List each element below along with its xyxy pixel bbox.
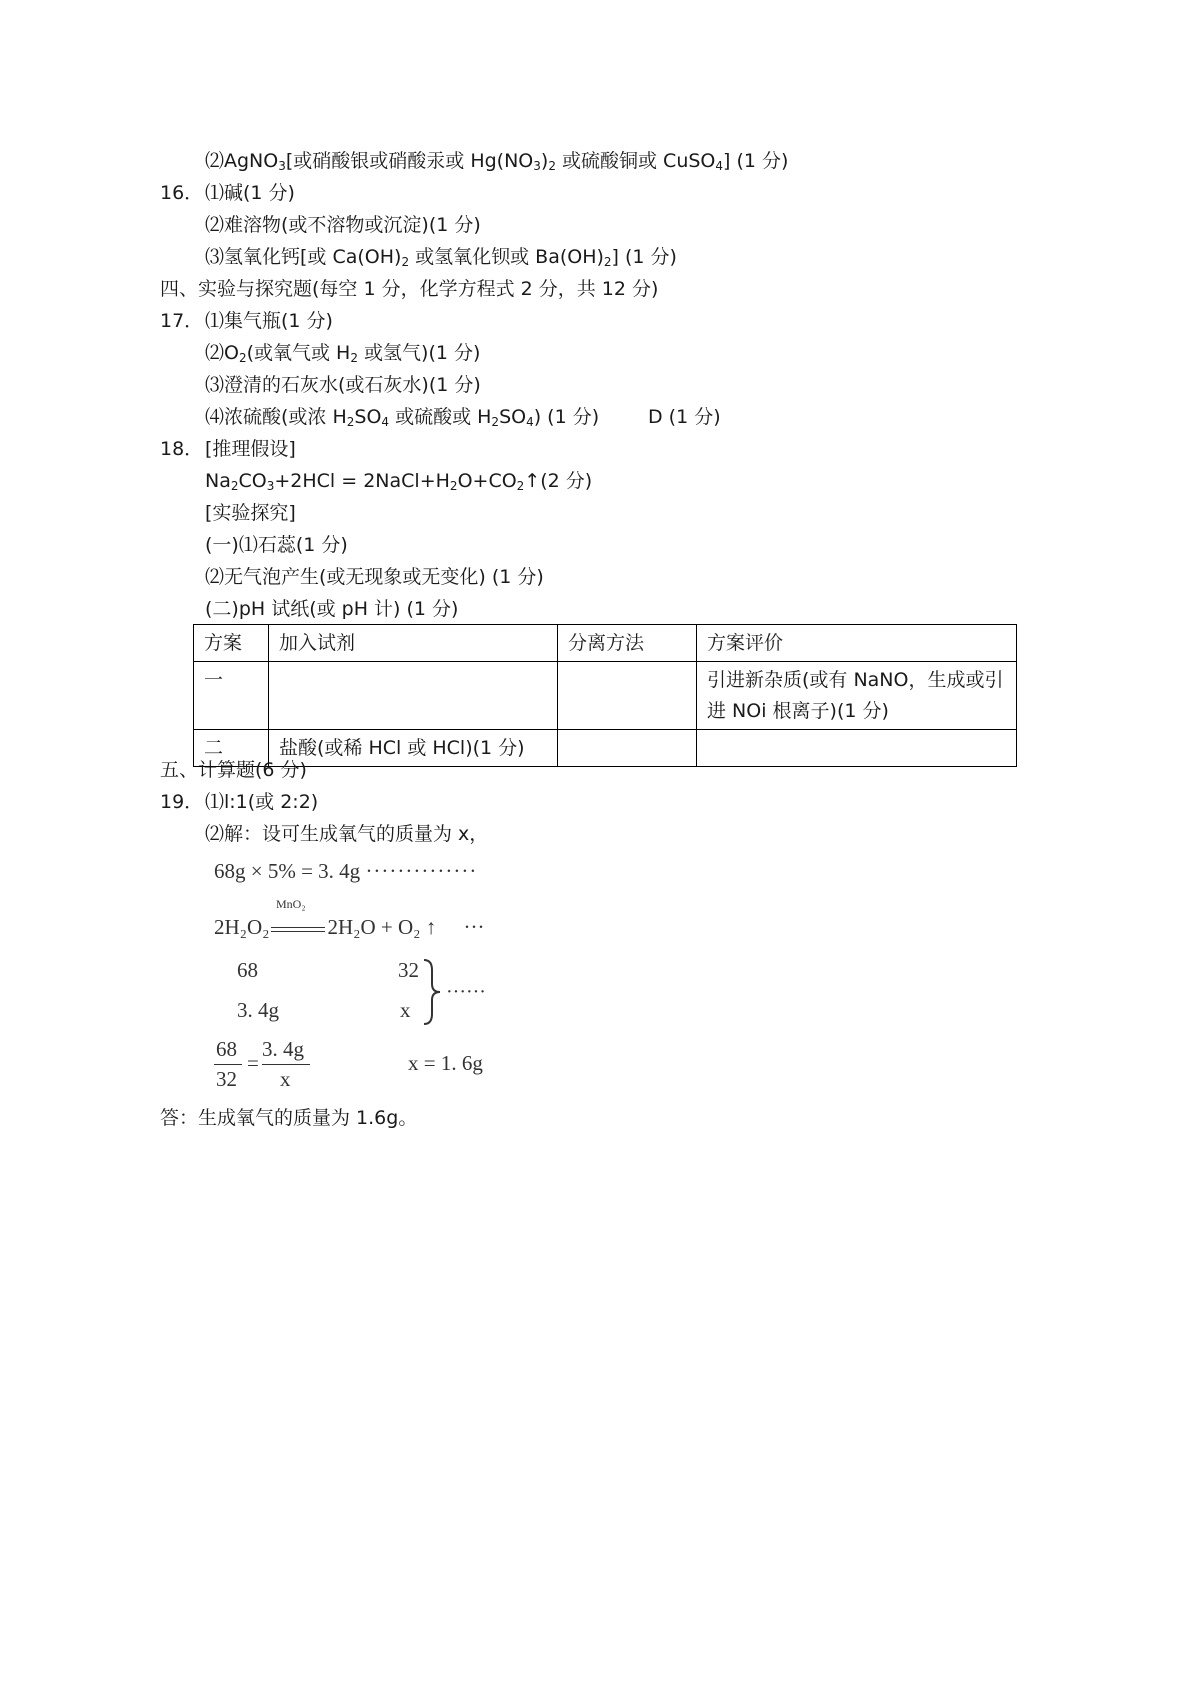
table-header-cell: 加入试剂 bbox=[269, 625, 558, 662]
table-cell: 引进新杂质(或有 NaNO，生成或引进 NOi 根离子)(1 分) bbox=[697, 662, 1017, 730]
table-header-cell: 分离方法 bbox=[558, 625, 697, 662]
q19-number: 19． bbox=[160, 791, 204, 813]
fraction-left-denominator: 32 bbox=[216, 1067, 237, 1091]
table-cell: 一 bbox=[194, 662, 269, 730]
q16-number: 16． bbox=[160, 182, 204, 204]
ratio-left-bottom: 3. 4g bbox=[237, 998, 279, 1022]
ratio-left-top: 68 bbox=[237, 958, 258, 982]
calc-result: x = 1. 6g bbox=[408, 1051, 483, 1075]
q16-part2: ⑵难溶物(或不溶物或沉淀)(1 分) bbox=[205, 214, 481, 236]
table-row bbox=[194, 730, 1017, 767]
q17-part3: ⑶澄清的石灰水(或石灰水)(1 分) bbox=[205, 374, 481, 396]
section-5-heading: 五、计算题(6 分) bbox=[160, 759, 307, 781]
table-header-cell: 方案评价 bbox=[697, 625, 1017, 662]
table-cell: 盐酸(或稀 HCl 或 HCl)(1 分) bbox=[269, 730, 558, 767]
table-row bbox=[194, 662, 1017, 730]
table-cell bbox=[697, 730, 1017, 767]
q17-part1: ⑴集气瓶(1 分) bbox=[205, 310, 333, 332]
q18-part2: ⑵无气泡产生(或无现象或无变化) (1 分) bbox=[205, 566, 544, 588]
fraction-right-denominator: x bbox=[280, 1067, 291, 1091]
q18-heading-experiment: [实验探究] bbox=[205, 502, 296, 524]
q17-part4: ⑷浓硫酸(或浓 $H_2SO_4$ 或硫酸或 $H_2SO_4$) (1 分) bbox=[205, 406, 600, 429]
q18-part3: (二)pH 试纸(或 pH 计) (1 分) bbox=[205, 598, 459, 620]
q16-part3: ⑶氢氧化钙[或 $Ca(OH)_2$ 或氢氧化钡或 $Ba(OH)_2$] (1 分) bbox=[205, 246, 677, 269]
plan-table bbox=[193, 624, 1017, 767]
calc-line-mass: 68g × 5% = 3. 4g ·············· bbox=[214, 859, 478, 883]
section-4-heading: 四、实验与探究题(每空 1 分，化学方程式 2 分，共 12 分) bbox=[160, 278, 659, 300]
final-answer: 答：生成氧气的质量为 1.6g。 bbox=[160, 1107, 418, 1129]
q17-number: 17． bbox=[160, 310, 204, 332]
calc-equation: 2H₂O₂ 2H₂O + O₂ ↑ ··· bbox=[214, 915, 485, 939]
fraction-left-numerator: 68 bbox=[216, 1037, 237, 1061]
q15-part2: ⑵AgNO$_3$[或硝酸银或硝酸汞或 $Hg(NO_3)_2$ 或硫酸铜或 CuSO$_4$] (1 分) bbox=[205, 150, 789, 173]
fraction-bar bbox=[262, 1064, 310, 1065]
table-cell: 二 bbox=[194, 730, 269, 767]
catalyst-label: MnO₂ bbox=[276, 897, 306, 911]
q18-number: 18． bbox=[160, 438, 204, 460]
fraction-bar bbox=[214, 1064, 242, 1065]
table-cell bbox=[558, 730, 697, 767]
q18-part1: (一)⑴石蕊(1 分) bbox=[205, 534, 348, 556]
equals-sign: = bbox=[247, 1051, 259, 1075]
table-cell bbox=[558, 662, 697, 730]
q18-heading-hypothesis: [推理假设] bbox=[205, 438, 296, 460]
ratio-right-top: 32 bbox=[398, 958, 419, 982]
q19-part1: ⑴l:1(或 2:2) bbox=[205, 791, 319, 813]
table-header-row bbox=[194, 625, 1017, 662]
q17-part4-answer-d: D (1 分) bbox=[648, 406, 721, 428]
svg-text:······: ······ bbox=[446, 981, 486, 1003]
brace-icon bbox=[420, 958, 490, 1026]
q16-part1: ⑴碱(1 分) bbox=[205, 182, 295, 204]
q19-part2: ⑵解：设可生成氧气的质量为 x， bbox=[205, 823, 489, 845]
table-cell bbox=[269, 662, 558, 730]
table-header-cell: 方案 bbox=[194, 625, 269, 662]
fraction-right-numerator: 3. 4g bbox=[262, 1037, 304, 1061]
ratio-right-bottom: x bbox=[400, 998, 411, 1022]
q17-part2: $⑵O_2$(或氧气或 $H_2$ 或氢气)(1 分) bbox=[205, 342, 481, 365]
q18-equation: $Na_2CO_3+2HCl$ = $2NaCl+H_2O+CO_2↑(2$ 分) bbox=[205, 470, 593, 493]
